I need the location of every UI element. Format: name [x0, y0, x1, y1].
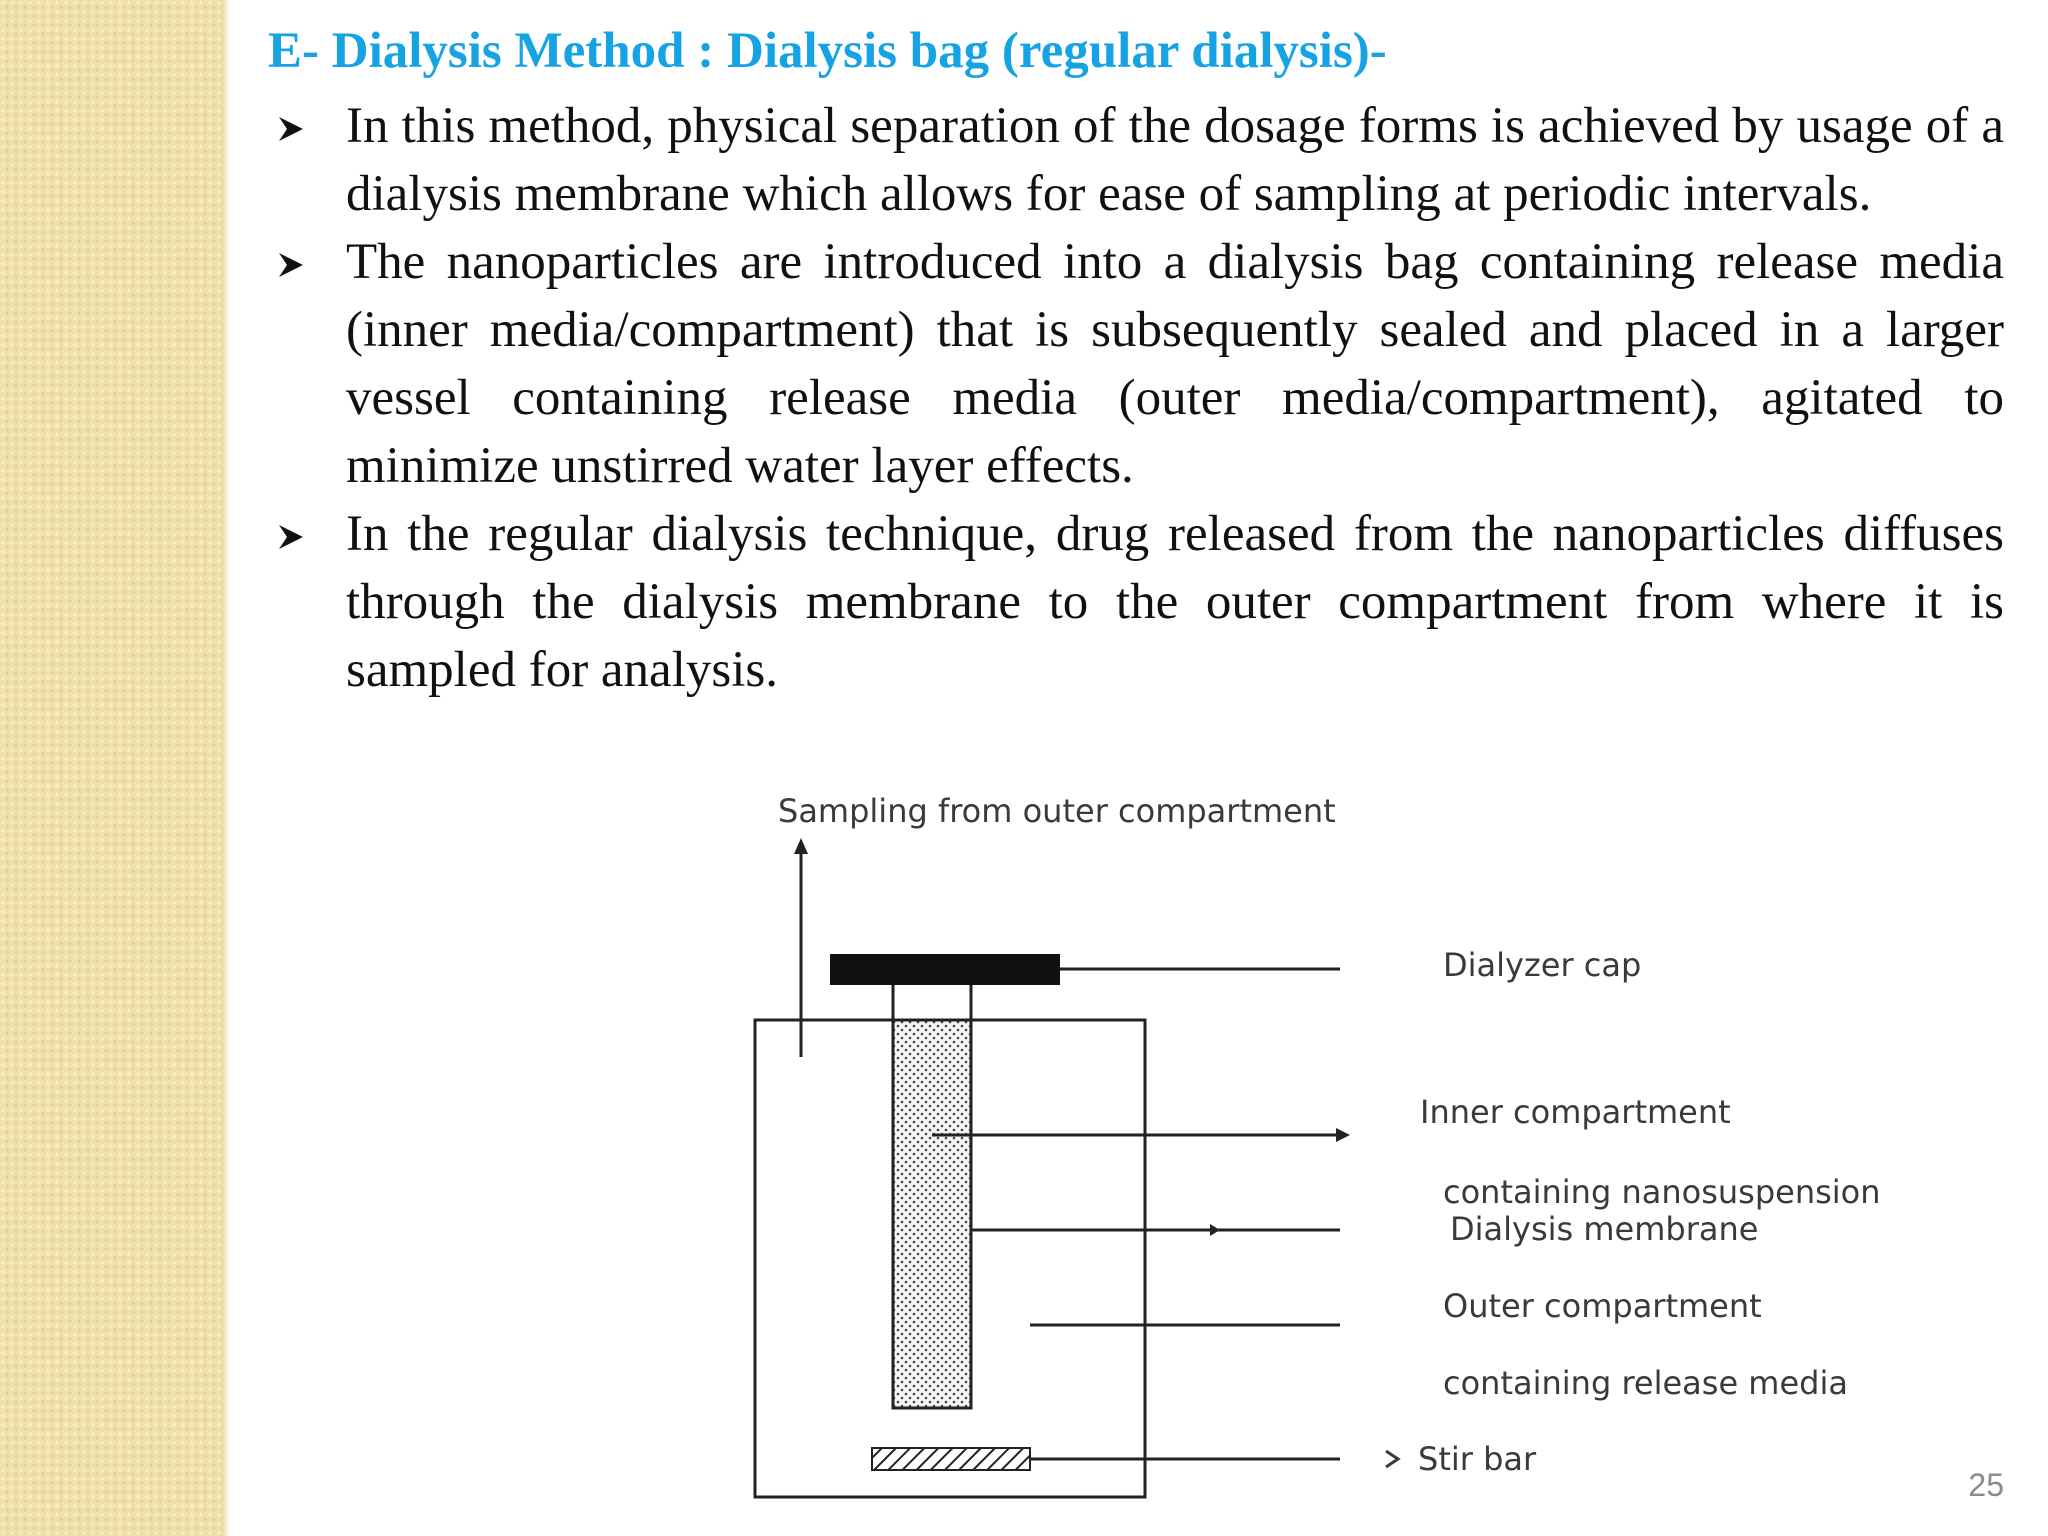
- bullet-item: [270, 500, 2004, 704]
- bullet-item: [270, 228, 2004, 500]
- arrowhead-bullet-icon: [276, 250, 306, 280]
- stir-bar-pointer-icon: [1386, 1451, 1398, 1467]
- leader-membrane-arrowhead: [1210, 1224, 1220, 1236]
- page-number: 25: [1968, 1467, 2004, 1503]
- dialyzer-cap: [830, 954, 1060, 985]
- label-stir-bar: Stir bar: [1418, 1440, 1537, 1478]
- slide-title: E- Dialysis Method : Dialysis bag (regular dialysis)-: [268, 23, 1387, 79]
- label-inner-compartment: Inner compartment: [1420, 1093, 1731, 1131]
- decorative-sidebar: [0, 0, 222, 1536]
- label-outer-contents: containing release media: [1443, 1364, 1848, 1402]
- inner-compartment-fill: [893, 1020, 971, 1408]
- bullet-text: In this method, physical separation of the dosage forms is achieved by usage of a dialysis membrane which allows for ease of sampling at periodic intervals.: [346, 98, 2004, 222]
- stir-bar: [872, 1448, 1030, 1470]
- sidebar-edge: [222, 0, 230, 1536]
- label-dialysis-membrane: Dialysis membrane: [1450, 1210, 1759, 1248]
- label-sampling: Sampling from outer compartment: [778, 792, 1336, 830]
- label-inner-contents: containing nanosuspension: [1443, 1173, 1881, 1211]
- arrowhead-bullet-icon: [276, 114, 306, 144]
- label-dialyzer-cap: Dialyzer cap: [1443, 946, 1642, 984]
- sampling-arrowhead: [794, 838, 808, 854]
- dialysis-bag-diagram: [700, 780, 1940, 1536]
- dialysis-diagram-svg: [700, 780, 1940, 1536]
- arrowhead-bullet-icon: [276, 522, 306, 552]
- leader-inner-arrowhead: [1336, 1128, 1350, 1142]
- label-outer-compartment: Outer compartment: [1443, 1287, 1762, 1325]
- bullet-item: [270, 92, 2004, 228]
- bullet-list: [270, 92, 2004, 704]
- bullet-text: In the regular dialysis technique, drug released from the nanoparticles diffuses through the dialysis membrane to the outer compartment from where it is sampled for analysis.: [346, 506, 2004, 698]
- bullet-text: The nanoparticles are introduced into a dialysis bag containing release media (inner media/compartment) that is subsequently sealed and placed in a larger vessel containing release media (outer media/compartment), agitated to minimize unstirred water layer effects.: [346, 234, 2004, 494]
